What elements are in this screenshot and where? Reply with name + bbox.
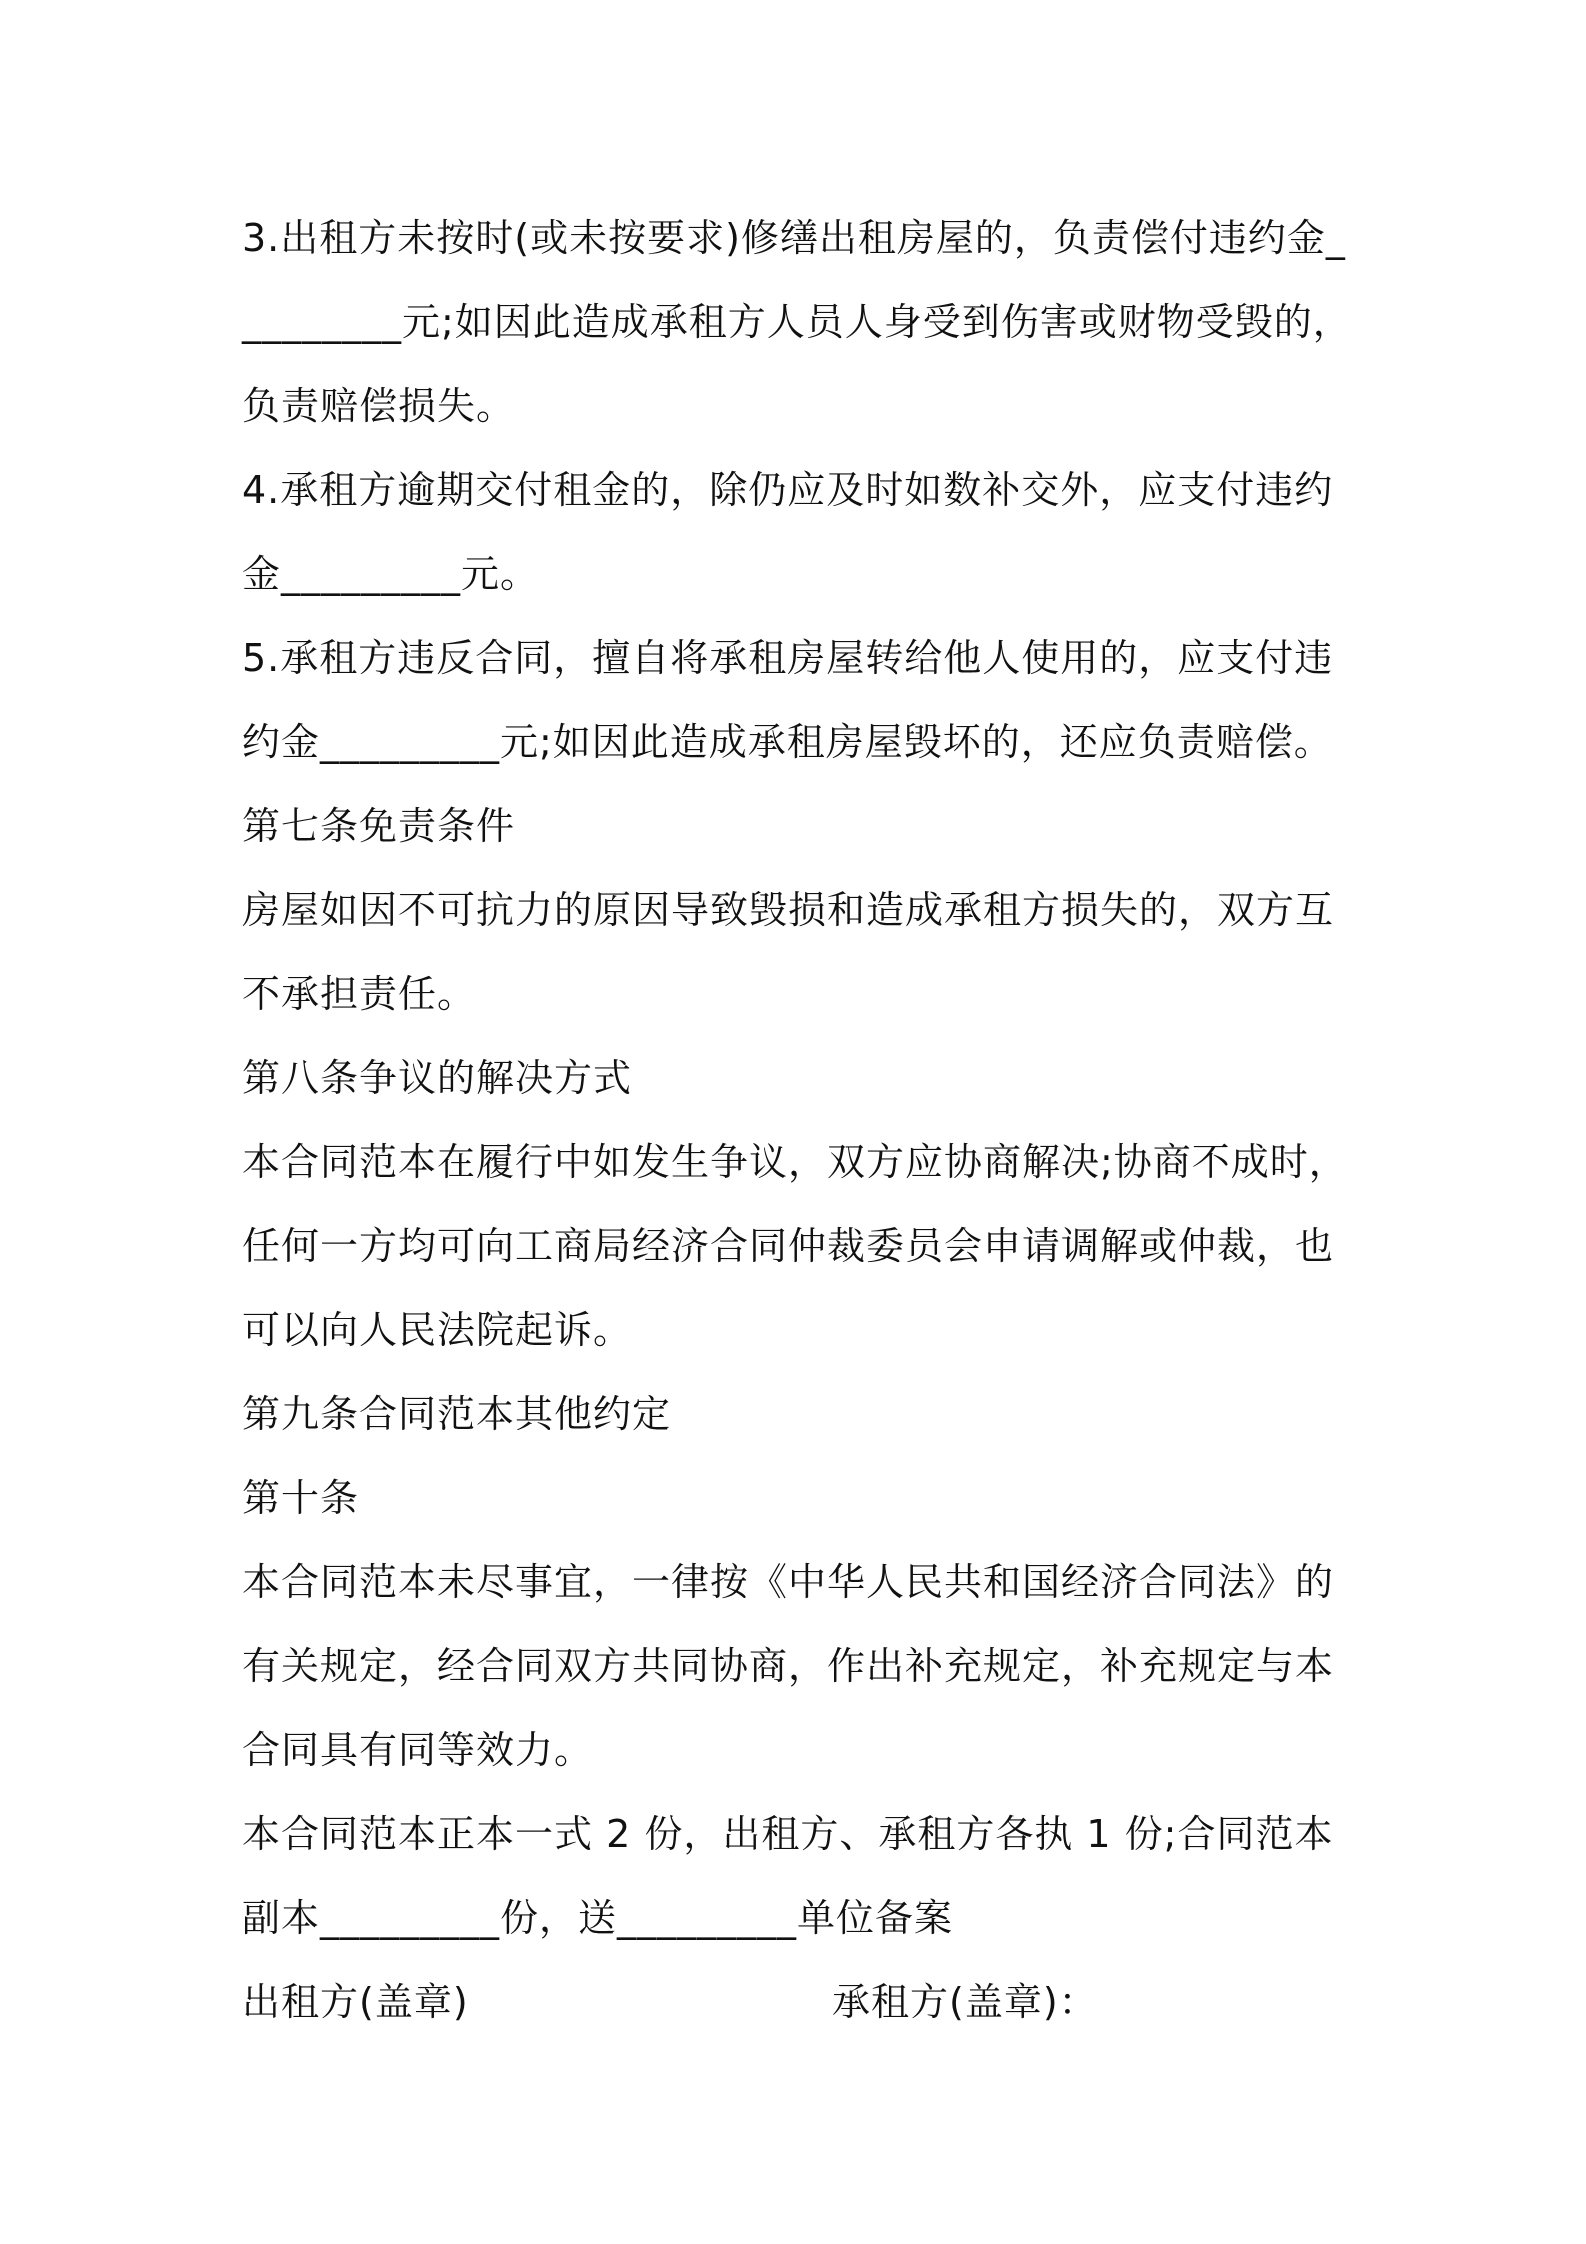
lessee-signature-label: 承租方(盖章)： [832, 1980, 1098, 2024]
article-10-heading: 第十条 [242, 1476, 360, 1520]
article-8-text: 本合同范本在履行中如发生争议，双方应协商解决;协商不成时，任何一方均可向工商局经济合同仲裁委员会申请调解或仲裁，也可以向人民法院起诉。 [242, 1140, 1348, 1352]
lessor-signature-label: 出租方(盖章) [242, 1980, 469, 2024]
article-9-heading: 第九条合同范本其他约定 [242, 1392, 672, 1436]
article-7-heading: 第七条免责条件 [242, 804, 516, 848]
article-7-text: 房屋如因不可抗力的原因导致毁损和造成承租方损失的，双方互不承担责任。 [242, 888, 1335, 1016]
document-body [242, 196, 1362, 2044]
clause-penalty-sublet: 5.承租方违反合同，擅自将承租房屋转给他人使用的，应支付违约金_________元;如因此造成承租房屋毁坏的，还应负责赔偿。 [242, 636, 1334, 764]
clause-penalty-repair: 3.出租方未按时(或未按要求)修缮出租房屋的，负责偿付违约金_________元;如因此造成承租方人员人身受到伤害或财物受毁的，负责赔偿损失。 [242, 216, 1352, 428]
signature-row [242, 1960, 1362, 2044]
clause-penalty-late-rent: 4.承租方逾期交付租金的，除仍应及时如数补交外，应支付违约金_________元。 [242, 468, 1334, 596]
copies-clause: 本合同范本正本一式 2 份，出租方、承租方各执 1 份;合同范本副本_________份，送_________单位备案 [242, 1812, 1334, 1940]
article-8-heading: 第八条争议的解决方式 [242, 1056, 633, 1100]
article-10-text: 本合同范本未尽事宜，一律按《中华人民共和国经济合同法》的有关规定，经合同双方共同协商，作出补充规定，补充规定与本合同具有同等效力。 [242, 1560, 1335, 1772]
